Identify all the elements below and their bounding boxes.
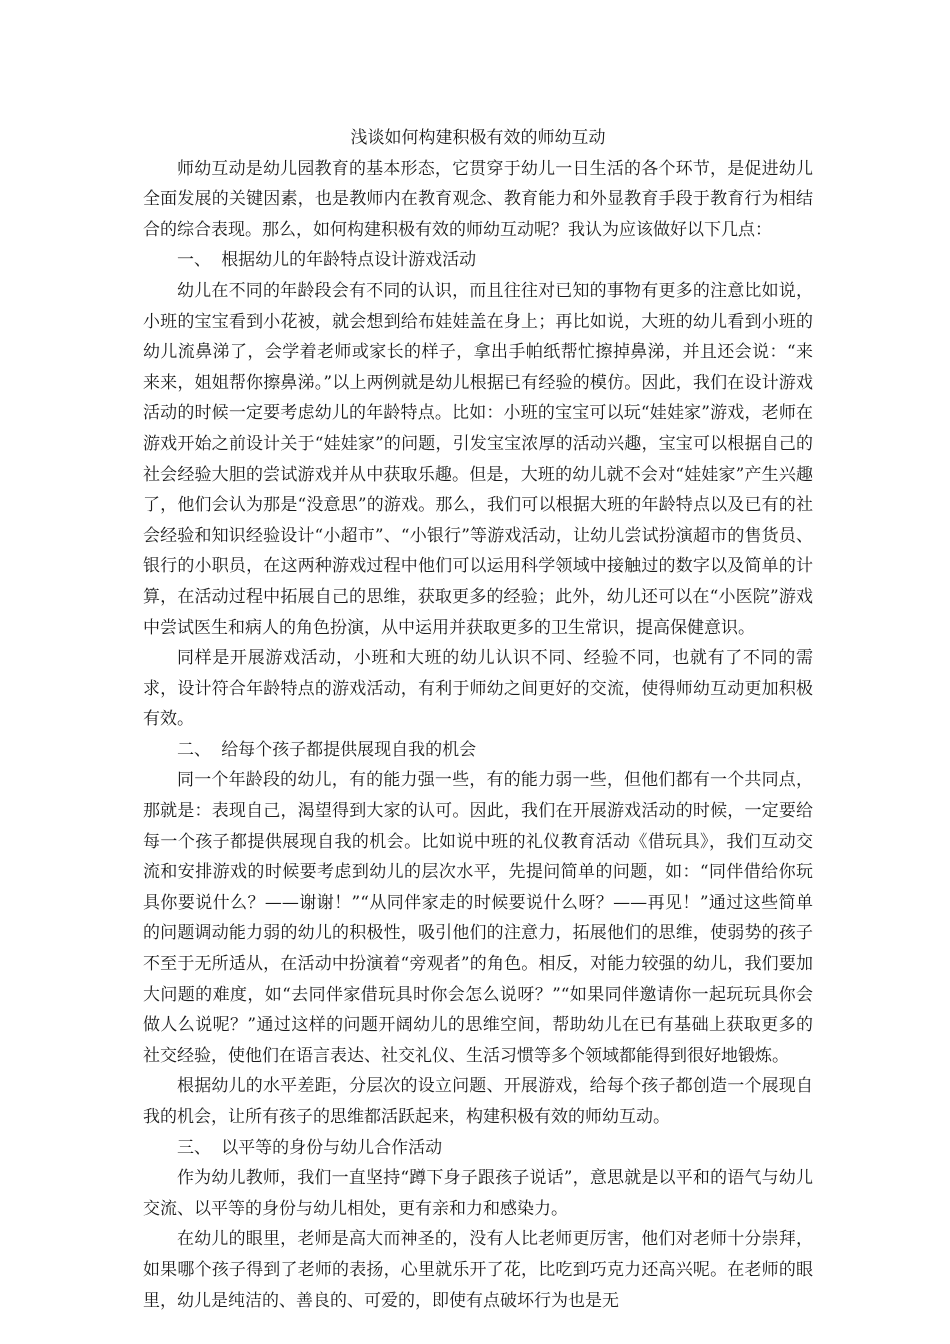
body-paragraph: 同样是开展游戏活动，小班和大班的幼儿认识不同、经验不同，也就有了不同的需求，设计符合年龄特点的游戏活动，有利于师幼之间更好的交流，使得师幼互动更加积极有效。 [143, 648, 813, 730]
section-heading-3 [143, 1133, 813, 1164]
document-title: 浅谈如何构建积极有效的师幼互动 [350, 128, 606, 148]
document-page [143, 123, 813, 1316]
intro-paragraph: 师幼互动是幼儿园教育的基本形态，它贯穿于幼儿一日生活的各个环节，是促进幼儿全面发展的关键因素，也是教师内在教育观念、教育能力和外显教育手段于教育行为相结合的综合表现。那么，如何构建积极有效的师幼互动呢？我认为应该做好以下几点： [143, 158, 813, 240]
section-number: 二、 [177, 739, 211, 760]
section-heading-text: 以平等的身份与幼儿合作活动 [221, 1137, 443, 1158]
section-heading-text: 给每个孩子都提供展现自我的机会 [221, 739, 477, 760]
section-number: 一、 [177, 250, 211, 271]
section-heading-2 [143, 735, 813, 766]
body-paragraph: 在幼儿的眼里，老师是高大而神圣的，没有人比老师更厉害，他们对老师十分崇拜，如果哪个孩子得到了老师的表扬，心里就乐开了花，比吃到巧克力还高兴呢。在老师的眼里，幼儿是纯洁的、善良的、可爱的，即使有点破坏行为也是无 [143, 1229, 813, 1311]
section-number: 三、 [177, 1137, 211, 1158]
section-heading-1 [143, 245, 813, 276]
body-paragraph: 根据幼儿的水平差距，分层次的设立问题、开展游戏，给每个孩子都创造一个展现自我的机会，让所有孩子的思维都活跃起来，构建积极有效的师幼互动。 [143, 1076, 813, 1127]
body-paragraph: 幼儿在不同的年龄段会有不同的认识，而且往往对已知的事物有更多的注意比如说，小班的宝宝看到小花被，就会想到给布娃娃盖在身上；再比如说，大班的幼儿看到小班的幼儿流鼻涕了，会学着老师或家长的样子，拿出手帕纸帮忙擦掉鼻涕，并且还会说：“来来来，姐姐帮你擦鼻涕。”以上两例就是幼儿根据已有经验的模仿。因此，我们在设计游戏活动的时候一定要考虑幼儿的年龄特点。比如：小班的宝宝可以玩“娃娃家”游戏，老师在游戏开始之前设计关于“娃娃家”的问题，引发宝宝浓厚的活动兴趣，宝宝可以根据自己的社会经验大胆的尝试游戏并从中获取乐趣。但是，大班的幼儿就不会对“娃娃家”产生兴趣了，他们会认为那是“没意思”的游戏。那么，我们可以根据大班的年龄特点以及已有的社会经验和知识经验设计“小超市”、“小银行”等游戏活动，让幼儿尝试扮演超市的售货员、银行的小职员，在这两种游戏过程中他们可以运用科学领域中接触过的数字以及简单的计算，在活动过程中拓展自己的思维，获取更多的经验；此外，幼儿还可以在“小医院”游戏中尝试医生和病人的角色扮演，从中运用并获取更多的卫生常识，提高保健意识。 [143, 280, 813, 638]
body-paragraph: 作为幼儿教师，我们一直坚持“蹲下身子跟孩子说话”，意思就是以平和的语气与幼儿交流、以平等的身份与幼儿相处，更有亲和力和感染力。 [143, 1168, 813, 1219]
body-paragraph: 同一个年龄段的幼儿，有的能力强一些，有的能力弱一些，但他们都有一个共同点，那就是：表现自己，渴望得到大家的认可。因此，我们在开展游戏活动的时候，一定要给每一个孩子都提供展现自我的机会。比如说中班的礼仪教育活动《借玩具》，我们互动交流和安排游戏的时候要考虑到幼儿的层次水平，先提问简单的问题，如：“同伴借给你玩具你要说什么？——谢谢！”“从同伴家走的时候要说什么呀？——再见！”通过这些简单的问题调动能力弱的幼儿的积极性，吸引他们的注意力，拓展他们的思维，使弱势的孩子不至于无所适从，在活动中扮演着“旁观者”的角色。相反，对能力较强的幼儿，我们要加大问题的难度，如“去同伴家借玩具时你会怎么说呀？”“如果同伴邀请你一起玩玩具你会做人么说呢？”通过这样的问题开阔幼儿的思维空间，帮助幼儿在已有基础上获取更多的社交经验，使他们在语言表达、社交礼仪、生活习惯等多个领域都能得到很好地锻炼。 [143, 770, 813, 1066]
section-heading-text: 根据幼儿的年龄特点设计游戏活动 [221, 250, 477, 271]
